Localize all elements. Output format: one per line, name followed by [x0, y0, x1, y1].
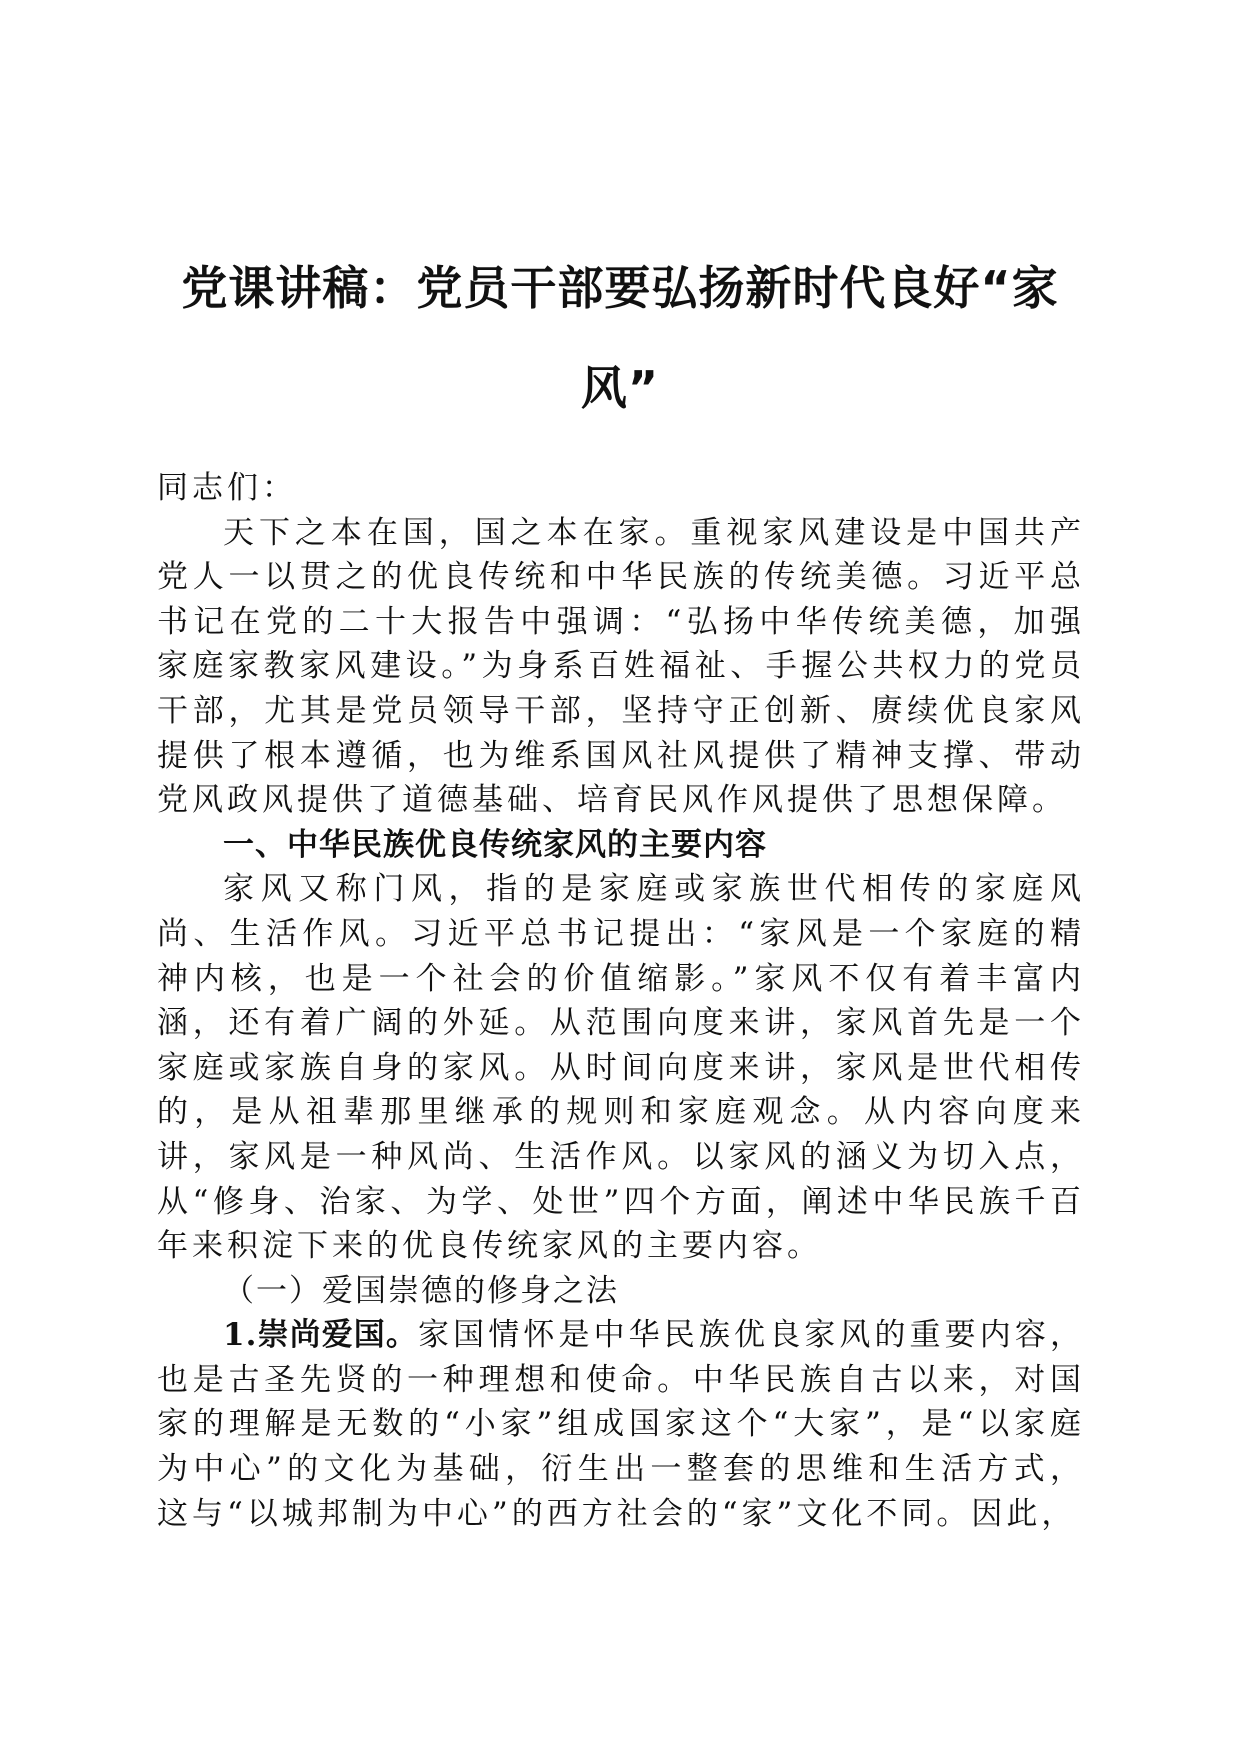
- paragraph-family-tradition: 家风又称门风，指的是家庭或家族世代相传的家庭风尚、生活作风。习近平总书记提出：“家风是一个家庭的精神内核，也是一个社会的价值缩影。”家风不仅有着丰富内涵，还有着广阔的外延。从范围向度来讲，家风首先是一个家庭或家族自身的家风。从时间向度来讲，家风是世代相传的，是从祖辈那里继承的规则和家庭观念。从内容向度来讲，家风是一种风尚、生活作风。以家风的涵义为切入点，从“修身、治家、为学、处世”四个方面，阐述中华民族千百年来积淀下来的优良传统家风的主要内容。: [157, 871, 1085, 1265]
- section-heading: 一、中华民族优良传统家风的主要内容: [223, 826, 767, 863]
- document-body: [157, 466, 1085, 1536]
- paragraph-lead: 1.崇尚爱国。: [223, 1317, 419, 1354]
- paragraph-patriotism-text: 家国情怀是中华民族优良家风的重要内容，也是古圣先贤的一种理想和使命。中华民族自古以来，对国家的理解是无数的“小家”组成国家这个“大家”，是“以家庭为中心”的文化为基础，衍生出一整套的思维和生活方式，这与“以城邦制为中心”的西方社会的“家”文化不同。因此，: [157, 1317, 1085, 1532]
- document-title: 党课讲稿：党员干部要弘扬新时代良好“家风”: [181, 261, 1059, 415]
- salutation: 同志们：: [157, 470, 297, 506]
- paragraph-intro: 天下之本在国，国之本在家。重视家风建设是中国共产党人一以贯之的优良传统和中华民族的传统美德。习近平总书记在党的二十大报告中强调：“弘扬中华传统美德，加强家庭家教家风建设。”为身系百姓福祉、手握公共权力的党员干部，尤其是党员领导干部，坚持守正创新、赓续优良家风提供了根本遵循，也为维系国风社风提供了精神支撑、带动党风政风提供了道德基础、培育民风作风提供了思想保障。: [157, 514, 1085, 819]
- subsection-heading: （一）爱国崇德的修身之法: [223, 1272, 619, 1309]
- paragraph-patriotism: [157, 1313, 1085, 1536]
